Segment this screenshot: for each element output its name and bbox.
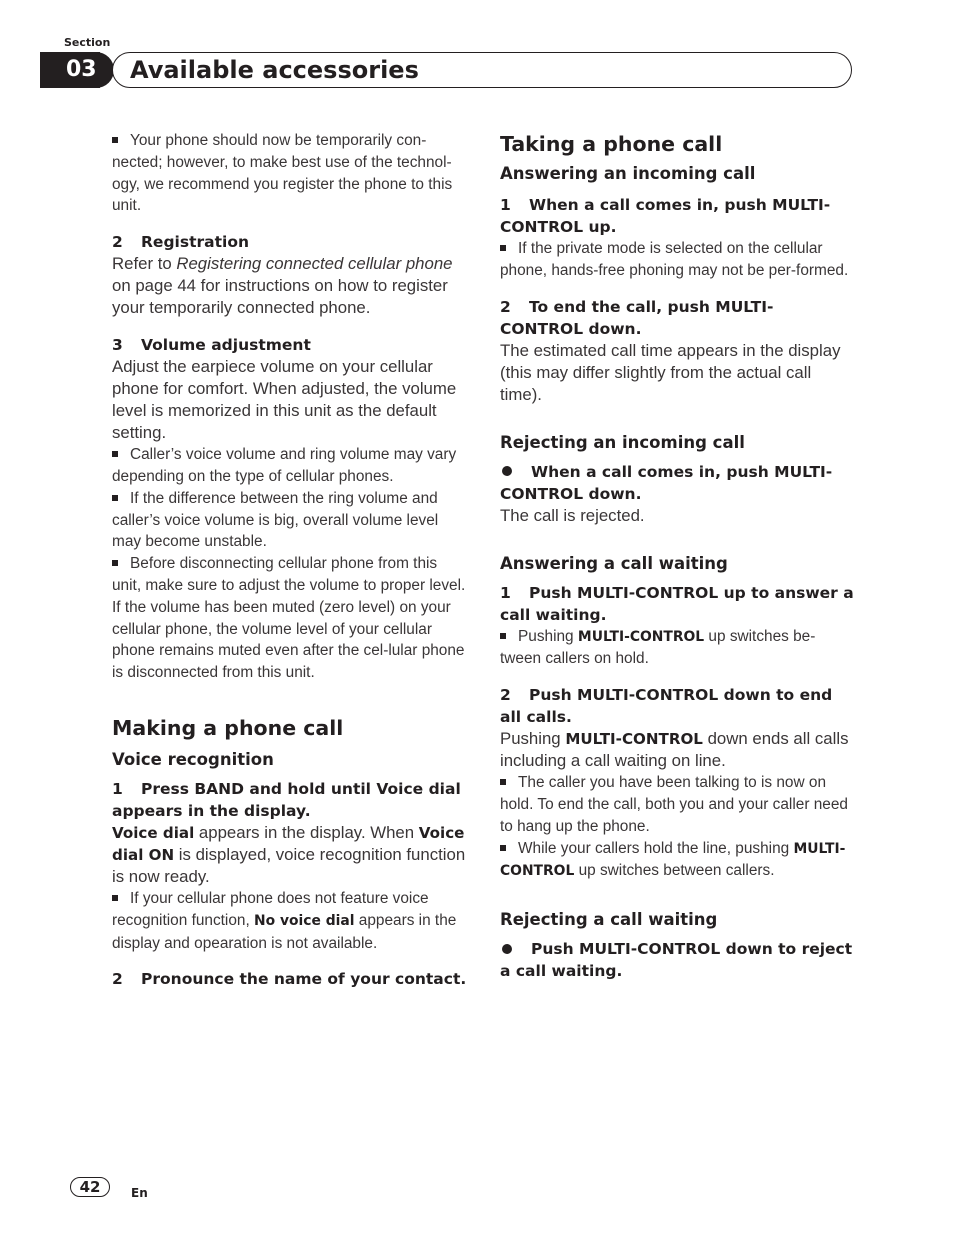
body-text: is displayed, voice recognition function is now ready. [112, 844, 466, 886]
step-number: 1 [500, 196, 511, 214]
step-label: Volume adjustment [141, 336, 311, 355]
square-bullet-icon [112, 560, 118, 566]
step-label: Registration [141, 233, 250, 252]
note-text: Pushing [518, 627, 578, 645]
round-bullet-icon [502, 944, 512, 954]
body-text: Pushing [500, 729, 566, 749]
switch-callers-note [500, 626, 856, 671]
volume-note-1 [112, 444, 468, 488]
step-label: When a call comes in, push MULTI-CONTROL up. [500, 196, 831, 236]
body-text: on page 44 for instructions on how to register your temporarily connected phone. [112, 276, 448, 318]
step-number: 2 [500, 686, 511, 705]
step-label: Push MULTI-CONTROL down to reject a call waiting. [500, 940, 853, 981]
display-term: No voice dial [254, 912, 355, 929]
language-code: En [131, 1186, 148, 1200]
private-mode-note [500, 238, 856, 282]
answering-heading: Answering an incoming call [500, 164, 756, 183]
step-label: Push MULTI-CONTROL down to end all calls. [500, 686, 833, 727]
step-answer-call [500, 194, 856, 238]
step-number: 1 [500, 583, 511, 602]
square-bullet-icon [500, 779, 506, 785]
volume-note-2 [112, 488, 468, 553]
step-end-call [500, 296, 856, 340]
voice-note [112, 888, 468, 954]
voice-dial-body [112, 822, 468, 888]
step-label: Push MULTI-CONTROL up to answer a call waiting. [500, 583, 854, 624]
step-end-all-calls [500, 684, 856, 728]
square-bullet-icon [500, 245, 506, 251]
intro-note [112, 130, 468, 217]
step-number: 2 [112, 233, 123, 252]
note-text: The caller you have been talking to is now on hold. To end the call, both you and your caller need to hang up the phone. [500, 774, 848, 835]
end-all-body [500, 728, 856, 772]
note-text: appears in the display and opearation is not available. [112, 911, 457, 952]
step-number: 1 [112, 779, 123, 798]
note-text: up switches be-tween callers on hold. [500, 627, 816, 668]
note-text: If the difference between the ring volume and caller’s voice volume is big, overall volume level may become unstable. [112, 489, 439, 551]
registration-body [112, 253, 468, 319]
voice-recognition-heading: Voice recognition [112, 749, 274, 769]
note-text: Caller’s voice volume and ring volume may vary depending on the type of cellular phones. [112, 446, 457, 485]
control-name: MULTI-CONTROL [500, 840, 846, 880]
square-bullet-icon [112, 137, 118, 143]
note-text: If your cellular phone does not feature voice recognition function, [112, 889, 429, 929]
right-column [500, 130, 856, 982]
square-bullet-icon [112, 895, 118, 901]
note-text: While your callers hold the line, pushing [518, 839, 794, 857]
step-answer-waiting [500, 582, 856, 626]
step-number: 2 [112, 970, 123, 989]
step-label: Pronounce the name of your contact. [141, 970, 467, 989]
reject-body: The call is rejected. [500, 505, 645, 525]
step-number: 3 [112, 336, 123, 355]
body-text: appears in the display. When [194, 822, 419, 842]
round-bullet-icon [502, 466, 512, 476]
display-term: Voice dial ON [112, 823, 465, 864]
step-reject-waiting [500, 938, 856, 982]
page-number: 42 [79, 1178, 101, 1196]
step-label: When a call comes in, push MULTI-CONTROL down. [500, 462, 833, 503]
step-number: 2 [500, 297, 511, 316]
body-text: down ends all calls including a call waiting on line. [500, 729, 849, 771]
cross-reference: Registering connected cellular phone [176, 254, 453, 274]
note-text: Before disconnecting cellular phone from this unit, make sure to adjust the volume to proper level. If the volume has been muted (zero level) on your cellular phone, the volume level of your cellular phone remains muted even after the cel-lular phone is disconnected from this unit. [112, 555, 466, 682]
note-text: If the private mode is selected on the cellular phone, hands-free phoning may not be per-formed. [500, 240, 849, 279]
volume-note-3 [112, 553, 468, 684]
step-volume [112, 334, 468, 356]
volume-body: Adjust the earpiece volume on your cellular phone for comfort. When adjusted, the volume level is memorized in this unit as the default setting. [112, 357, 457, 443]
control-name: MULTI-CONTROL [577, 628, 705, 645]
display-term: Voice dial [112, 823, 195, 842]
body-text: Refer to [112, 254, 177, 274]
square-bullet-icon [500, 633, 506, 639]
switch-note [500, 838, 856, 884]
section-number: 03 [40, 52, 100, 88]
hold-note [500, 772, 856, 837]
step-label: Press BAND and hold until Voice dial appears in the display. [112, 779, 461, 820]
left-column [112, 130, 468, 990]
taking-call-heading: Taking a phone call [500, 132, 723, 156]
step-registration [112, 231, 468, 253]
step-press-band [112, 778, 468, 822]
square-bullet-icon [112, 495, 118, 501]
intro-note-text: Your phone should now be temporarily con-nected; however, to make best use of the technol-ogy, we recommend you register the phone to this unit. [112, 132, 453, 215]
page-title: Available accessories [130, 56, 419, 84]
note-text: up switches between callers. [574, 862, 775, 880]
step-pronounce [112, 968, 468, 990]
call-waiting-heading: Answering a call waiting [500, 553, 728, 573]
step-reject-call [500, 461, 856, 505]
section-label: Section [64, 36, 111, 49]
square-bullet-icon [112, 451, 118, 457]
control-name: MULTI-CONTROL [565, 730, 703, 749]
making-call-heading: Making a phone call [112, 715, 344, 740]
rejecting-heading: Rejecting an incoming call [500, 432, 745, 452]
step-label: To end the call, push MULTI-CONTROL down. [500, 297, 774, 338]
end-call-body: The estimated call time appears in the display (this may differ slightly from the actual call time). [500, 340, 841, 404]
reject-waiting-heading: Rejecting a call waiting [500, 910, 718, 930]
square-bullet-icon [500, 845, 506, 851]
